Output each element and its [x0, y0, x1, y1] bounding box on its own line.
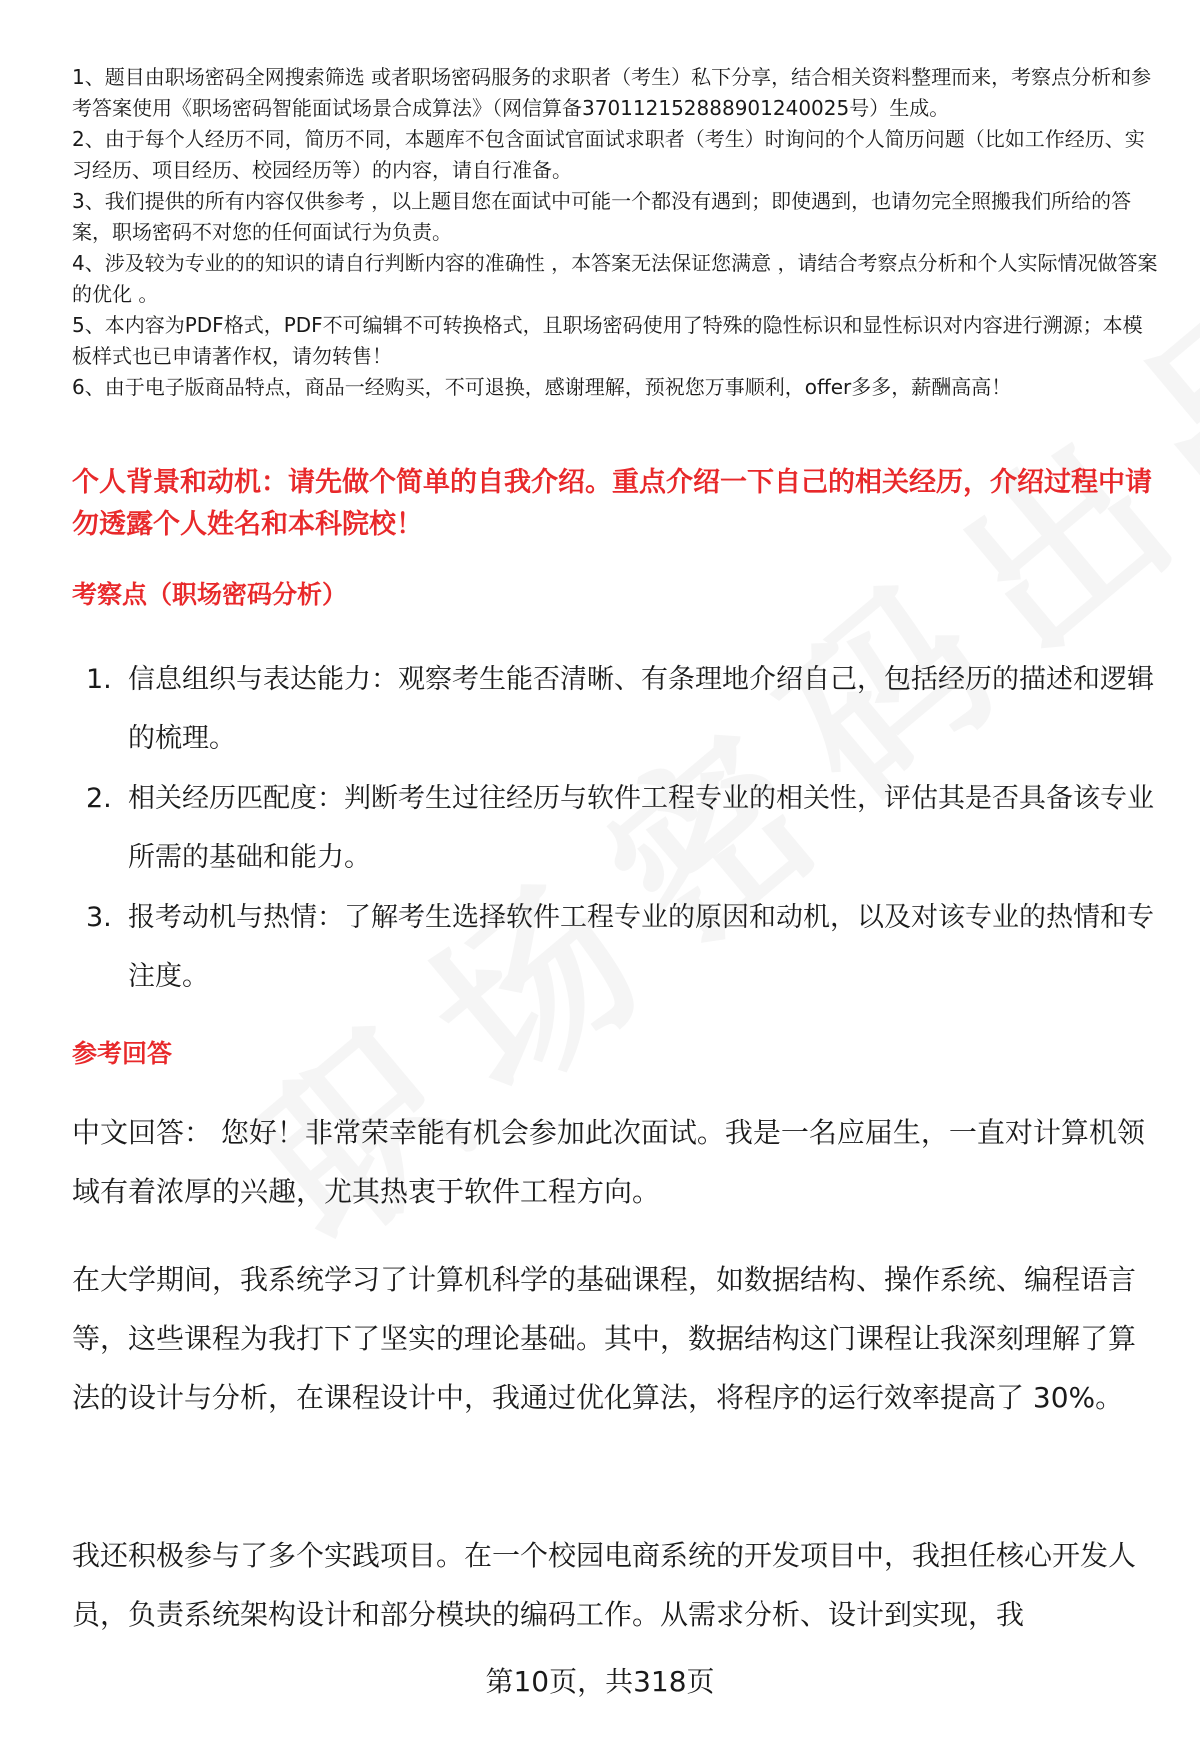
disclaimer-item: 6、由于电子版商品特点，商品一经购买，不可退换，感谢理解，预祝您万事顺利，offer多多，薪酬高高！ — [72, 375, 1012, 399]
page-number: 第10页，共318页 — [485, 1665, 715, 1698]
question-title: 个人背景和动机：请先做个简单的自我介绍。重点介绍一下自己的相关经历，介绍过程中请勿透露个人姓名和本科院校！ — [72, 467, 1152, 540]
list-item-number: 1. — [86, 664, 112, 695]
list-item-text: 信息组织与表达能力：观察考生能否清晰、有条理地介绍自己，包括经历的描述和逻辑的梳理。 — [128, 664, 1154, 754]
disclaimer-item: 1、题目由职场密码全网搜索筛选 或者职场密码服务的求职者（考生）私下分享，结合相关资料整理而来，考察点分析和参考答案使用《职场密码智能面试场景合成算法》（网信算备370112152888901240025号）生成。 — [72, 65, 1152, 120]
list-item-text: 报考动机与热情：了解考生选择软件工程专业的原因和动机，以及对该专业的热情和专注度。 — [128, 902, 1154, 992]
list-item-number: 2. — [86, 783, 112, 814]
kaochadian-list — [80, 650, 1160, 1007]
answer-paragraph: 中文回答： 您好！非常荣幸能有机会参加此次面试。我是一名应届生，一直对计算机领域有着浓厚的兴趣，尤其热衷于软件工程方向。 — [72, 1116, 1145, 1208]
list-item-text: 相关经历匹配度：判断考生过往经历与软件工程专业的相关性，评估其是否具备该专业所需的基础和能力。 — [128, 783, 1154, 873]
list-item — [80, 769, 1160, 887]
disclaimer-item: 2、由于每个人经历不同，简历不同，本题库不包含面试官面试求职者（考生）时询问的个人简历问题（比如工作经历、实习经历、项目经历、校园经历等）的内容，请自行准备。 — [72, 127, 1145, 182]
cankao-heading: 参考回答 — [72, 1039, 173, 1068]
list-item — [80, 888, 1160, 1006]
disclaimer-item: 3、我们提供的所有内容仅供参考 ，以上题目您在面试中可能一个都没有遇到；即使遇到，也请勿完全照搬我们所给的答案，职场密码不对您的任何面试行为负责。 — [72, 189, 1132, 244]
answer-paragraph: 我还积极参与了多个实践项目。在一个校园电商系统的开发项目中，我担任核心开发人员，负责系统架构设计和部分模块的编码工作。从需求分析、设计到实现，我 — [72, 1539, 1137, 1631]
kaochadian-heading: 考察点（职场密码分析） — [72, 580, 348, 609]
list-item-number: 3. — [86, 902, 112, 933]
disclaimer-block — [72, 62, 1162, 403]
disclaimer-item: 5、本内容为PDF格式，PDF不可编辑不可转换格式，且职场密码使用了特殊的隐性标识和显性标识对内容进行溯源；本模板样式也已申请著作权，请勿转售！ — [72, 313, 1143, 368]
answer-paragraph: 在大学期间，我系统学习了计算机科学的基础课程，如数据结构、操作系统、编程语言等，这些课程为我打下了坚实的理论基础。其中，数据结构这门课程让我深刻理解了算法的设计与分析，在课程设计中，我通过优化算法，将程序的运行效率提高了 30%。 — [72, 1263, 1137, 1414]
list-item — [80, 650, 1160, 768]
disclaimer-item: 4、涉及较为专业的的知识的请自行判断内容的准确性 ，本答案无法保证您满意 ，请结合考察点分析和个人实际情况做答案的优化 。 — [72, 251, 1158, 306]
